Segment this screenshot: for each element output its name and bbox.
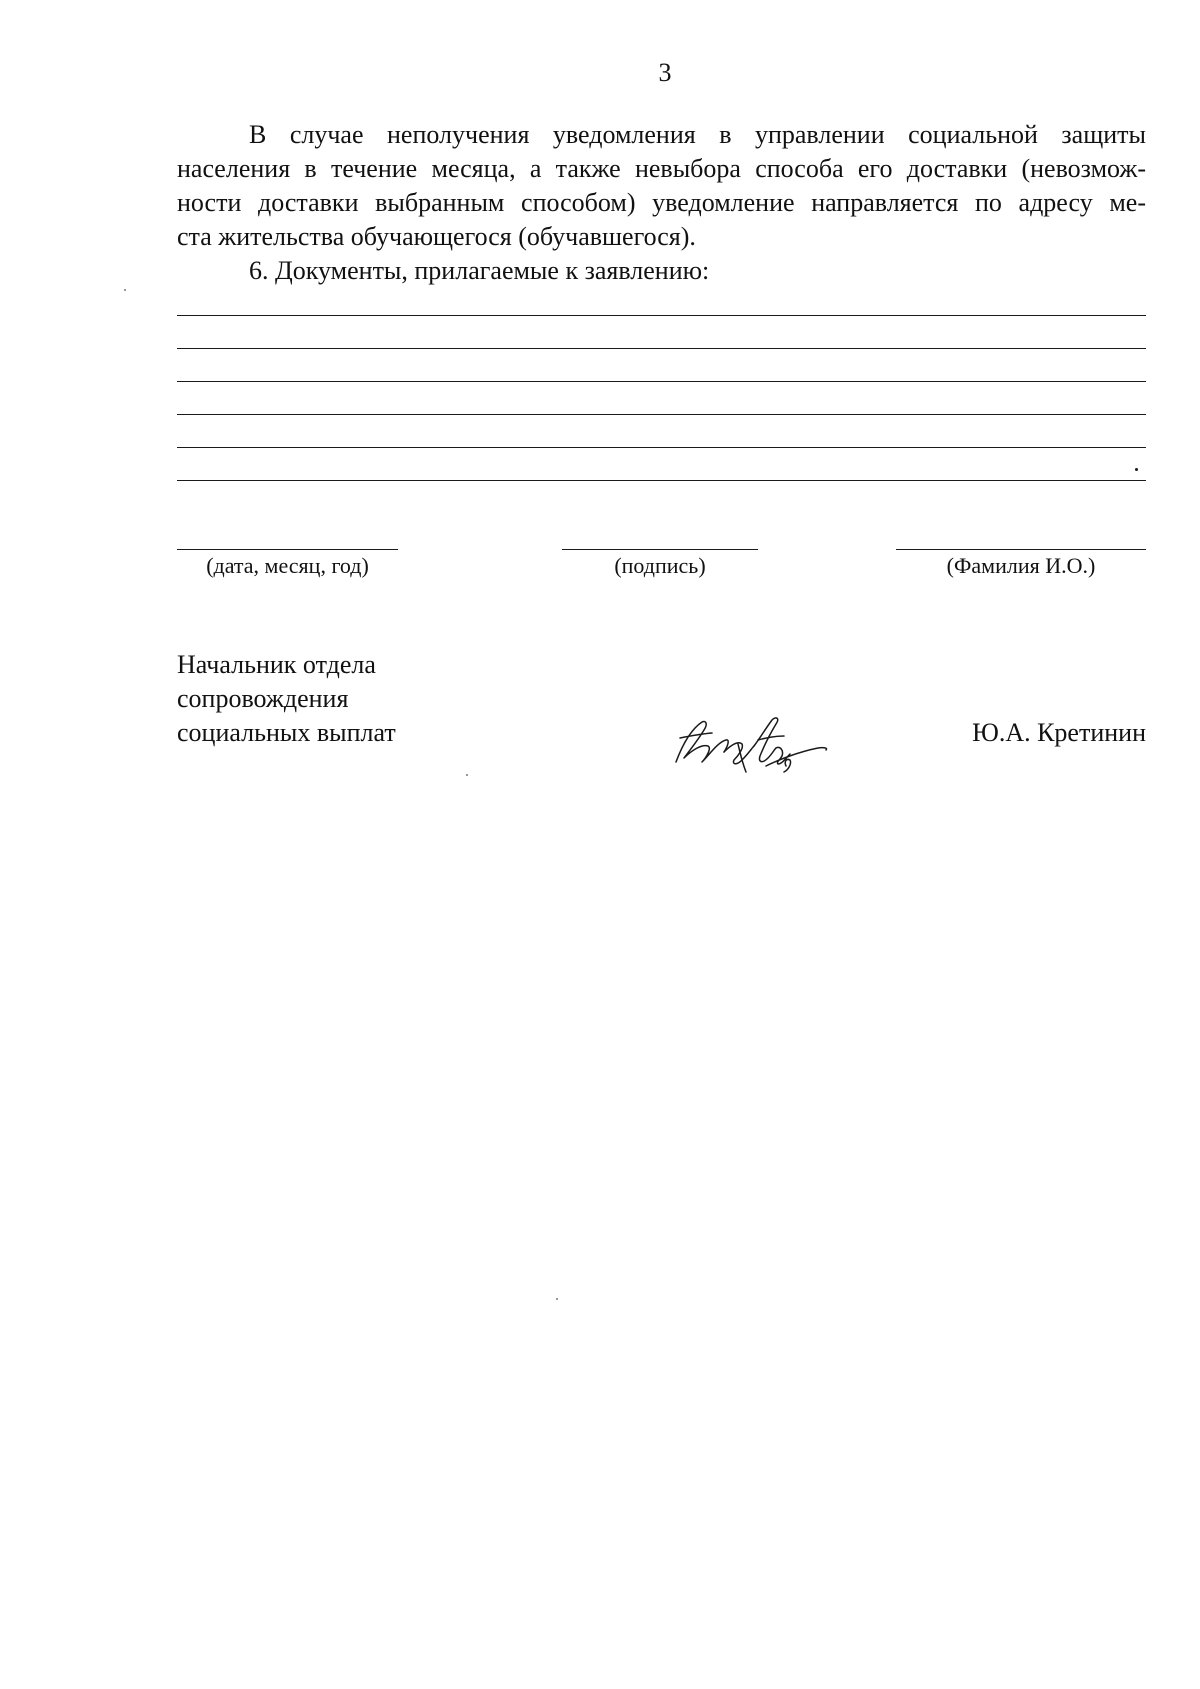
paragraph-line: В случае неполучения уведомления в управлении социальной защиты <box>249 120 1146 149</box>
signer-title <box>177 648 396 750</box>
attached-documents-heading: 6. Документы, прилагаемые к заявлению: <box>249 256 710 285</box>
documents-fill-line[interactable] <box>177 480 1146 481</box>
documents-fill-line[interactable] <box>177 414 1146 415</box>
signature-caption: (подпись) <box>614 553 706 578</box>
signer-title-line: сопровождения <box>177 684 349 713</box>
paragraph-line: населения в течение месяца, а также невыбора способа его доставки (невозмож- <box>177 154 1146 183</box>
signer-title-line: Начальник отдела <box>177 650 376 679</box>
signer-name: Ю.А. Кретинин <box>972 718 1146 747</box>
date-caption: (дата, месяц, год) <box>206 553 369 578</box>
scan-speck <box>556 1298 558 1300</box>
name-field-line[interactable] <box>896 549 1146 550</box>
name-caption: (Фамилия И.О.) <box>946 553 1096 578</box>
date-field-line[interactable] <box>177 549 398 550</box>
paragraph-line: ста жительства обучающегося (обучавшегося). <box>177 222 696 251</box>
signature-field-line[interactable] <box>562 549 758 550</box>
handwritten-signature <box>668 700 848 780</box>
signer-title-line: социальных выплат <box>177 718 396 747</box>
documents-fill-line[interactable] <box>177 447 1146 448</box>
paragraph-line: ности доставки выбранным способом) уведомление направляется по адресу ме- <box>177 188 1146 217</box>
notification-paragraph <box>177 118 1146 254</box>
page-number: 3 <box>658 58 672 87</box>
documents-fill-line[interactable] <box>177 348 1146 349</box>
line-end-dot <box>1135 468 1138 471</box>
documents-fill-line[interactable] <box>177 315 1146 316</box>
scan-speck <box>124 289 126 291</box>
scan-speck <box>466 774 468 776</box>
documents-fill-line[interactable] <box>177 381 1146 382</box>
